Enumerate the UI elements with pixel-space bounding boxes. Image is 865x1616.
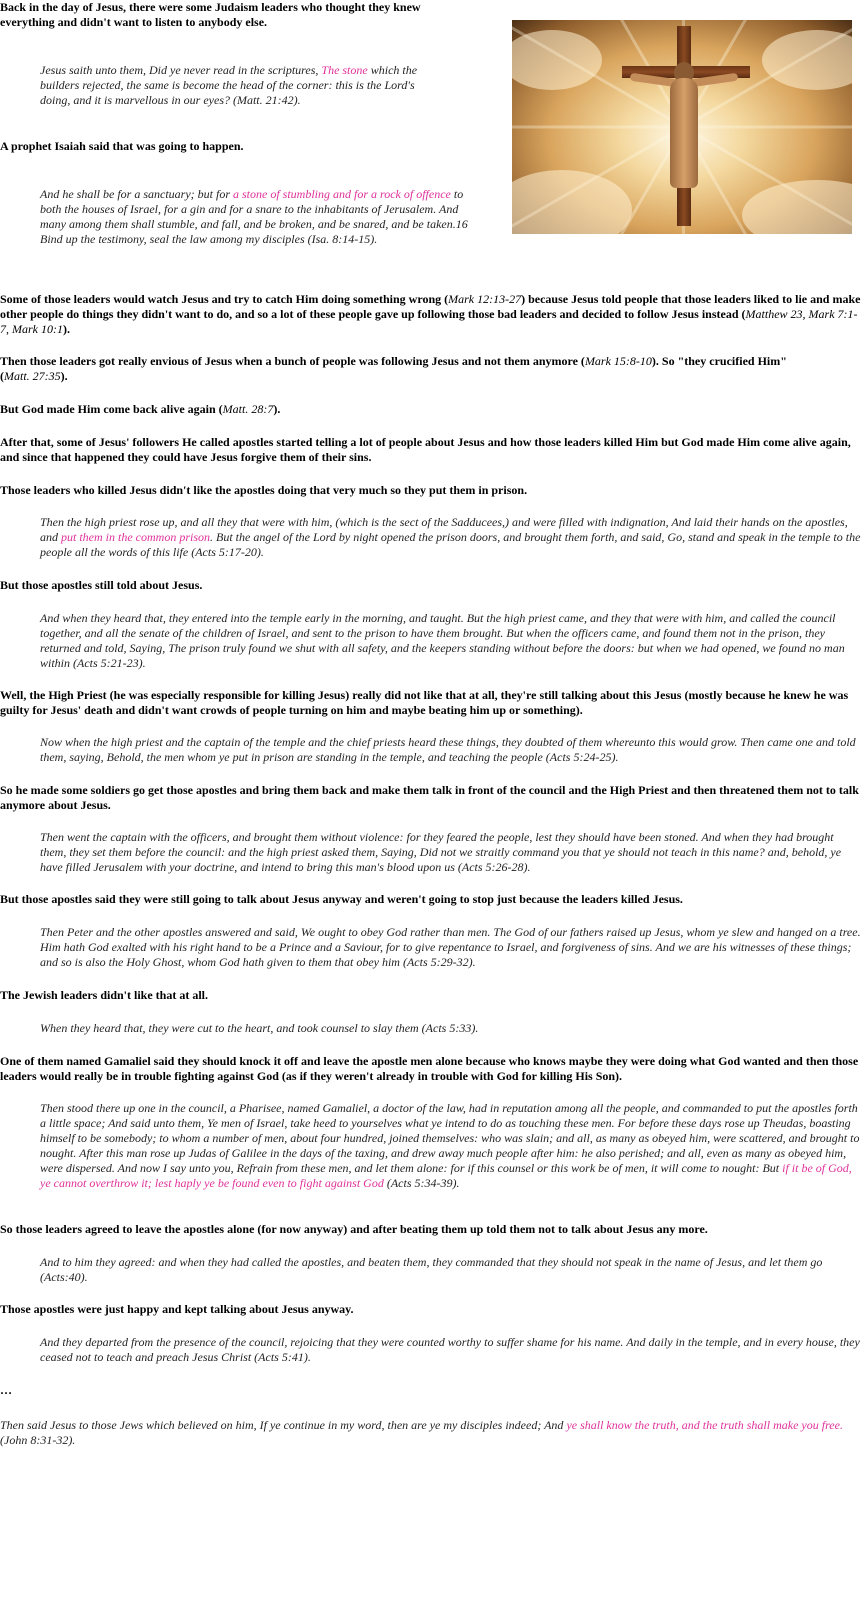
quote-acts-5-21: And when they heard that, they entered into the temple early in the morning, and taught. But the high priest came, and they that were with him, and called the council together, and all the senate of the children of Israel, and sent to the prison to have them brought. But when the officers came, and found them not in the prison, they returned and told, Saying, The prison truly found we shut with all safety, and the keepers standing without before the doors: but when we had opened, we found no man within (Acts 5:21-23). [40, 611, 845, 670]
highlight-the-stone: The stone [321, 63, 368, 77]
quote-acts-5-34: Then stood there up one in the council, a Pharisee, named Gamaliel, a doctor of the law, had in reputation among all the people, and commanded to put the apostles forth a little space; And said unto them, Ye men of Israel, take heed to yourselves what ye intend to do as touching these men. For before these days rose up Theudas, boasting himself to be somebody; to whom a number of men, about four hundred, joined themselves: who was slain; and all, as many as obeyed him, were scattered, and brought to nought. After this man rose up Judas of Galilee in the days of the taxing, and drew away much people after him: he also perished; and all, even as many as obeyed him, were dispersed. And now I say unto you, Refrain from these men, and let them alone: for if this counsel or this work be of men, it will come to nought: But if it be of God, ye cannot overthrow it; lest haply ye be found even to fight against God (Acts 5:34-39). [40, 1101, 860, 1190]
quote-acts-5-29: Then Peter and the other apostles answered and said, We ought to obey God rather than men. The God of our fathers raised up Jesus, whom ye slew and hanged on a tree. Him hath God exalted with his right hand to be a Prince and a Saviour, for to give repentance to Israel, and forgiveness of sins. And we are his witnesses of these things; and so is also the Holy Ghost, whom God hath given to them that obey him (Acts 5:29-32). [40, 925, 861, 969]
quote-acts-5-26: Then went the captain with the officers, and brought them without violence: for they feared the people, lest they should have been stoned. And when they had brought them, they set them before the council: and the high priest asked them, Saying, Did not we straitly command you that ye should not teach in this name? and, behold, ye have filled Jerusalem with your doctrine, and intend to bring this man's blood upon us (Acts 5:26-28). [40, 830, 842, 874]
paragraph-isaiah: A prophet Isaiah said that was going to happen. [0, 139, 244, 153]
quote-acts-5-24: Now when the high priest and the captain of the temple and the chief priests heard these things, they doubted of them whereunto this would grow. Then came one and told them, saying, Behold, the men whom ye put in prison are standing in the temple, and teaching the people (Acts 5:24-25). [40, 735, 856, 764]
paragraph-jewish-leaders: The Jewish leaders didn't like that at all. [0, 988, 209, 1002]
paragraph-gamaliel: One of them named Gamaliel said they should knock it off and leave the apostle men alone because who knows maybe they were doing what God wanted and then those leaders would really be in trouble fighting against God (as if they weren't already in trouble with God for killing His Son). [0, 1054, 859, 1083]
intro-paragraph: Back in the day of Jesus, there were some Judaism leaders who thought they knew everything and didn't want to listen to anybody else. [0, 0, 421, 29]
paragraph-soldiers: So he made some soldiers go get those apostles and bring them back and make them talk in front of the council and the High Priest and then threatened them not to talk anymore about Jesus. [0, 783, 859, 812]
paragraph-happy: Those apostles were just happy and kept talking about Jesus anyway. [0, 1302, 354, 1316]
paragraph-prison: Those leaders who killed Jesus didn't like the apostles doing that very much so they put them in prison. [0, 483, 528, 497]
paragraph-still-told: But those apostles still told about Jesus. [0, 578, 203, 592]
paragraph-agreed: So those leaders agreed to leave the apostles alone (for now anyway) and after beating them up told them not to talk about Jesus any more. [0, 1222, 708, 1236]
ellipsis: … [0, 1383, 12, 1397]
quote-matt-21-42: Jesus saith unto them, Did ye never read in the scriptures, The stone which the builders rejected, the same is become the head of the corner: this is the Lord's doing, and it is marvellous in our eyes? (Matt. 21:42). [40, 63, 418, 107]
quote-john-8-31: Then said Jesus to those Jews which believed on him, If ye continue in my word, then are ye my disciples indeed; And ye shall know the truth, and the truth shall make you free. (John 8:31-32). [0, 1418, 843, 1447]
paragraph-envious: Then those leaders got really envious of Jesus when a bunch of people was following Jesus and not them anymore (Mark 15:8-10). So "they crucified Him" (Matt. 27:35). [0, 354, 787, 383]
quote-acts-5-41: And they departed from the presence of the council, rejoicing that they were counted worthy to suffer shame for his name. And daily in the temple, and in every house, they ceased not to teach and preach Jesus Christ (Acts 5:41). [40, 1335, 860, 1364]
quote-isa-8-14: And he shall be for a sanctuary; but for a stone of stumbling and for a rock of offence to both the houses of Israel, for a gin and for a snare to the inhabitants of Jerusalem. And many among them shall stumble, and fall, and be broken, and be snared, and be taken.16 Bind up the testimony, seal the law among my disciples (Isa. 8:14-15). [40, 187, 468, 246]
quote-acts-40: And to him they agreed: and when they had called the apostles, and beaten them, they commanded that they should not speak in the name of Jesus, and let them go (Acts:40). [40, 1255, 823, 1284]
quote-acts-5-33: When they heard that, they were cut to the heart, and took counsel to slay them (Acts 5:33). [40, 1021, 479, 1035]
paragraph-alive-again: But God made Him come back alive again (Matt. 28:7). [0, 402, 281, 416]
paragraph-high-priest: Well, the High Priest (he was especially responsible for killing Jesus) really did not like that at all, they're still talking about this Jesus (mostly because he knew he was guilty for Jesus' death and didn't want crowds of people turning on him and maybe beating him up or something). [0, 688, 849, 717]
paragraph-talk-anyway: But those apostles said they were still going to talk about Jesus anyway and weren't going to stop just because the leaders killed Jesus. [0, 892, 683, 906]
quote-acts-5-17: Then the high priest rose up, and all they that were with him, (which is the sect of the Sadducees,) and were filled with indignation, And laid their hands on the apostles, and put them in the common prison. But the angel of the Lord by night opened the prison doors, and brought them forth, and said, Go, stand and speak in the temple to the people all the words of this life (Acts 5:17-20). [40, 515, 861, 559]
paragraph-watch-jesus: Some of those leaders would watch Jesus and try to catch Him doing something wrong (Mark 12:13-27) because Jesus told people that those leaders liked to lie and make other people do things they didn't want to do, and so a lot of these people gave up following those bad leaders and decided to follow Jesus instead (Matthew 23, Mark 7:1-7, Mark 10:1). [0, 292, 861, 336]
paragraph-apostles: After that, some of Jesus' followers He called apostles started telling a lot of people about Jesus and how those leaders killed Him but God made Him come alive again, and since that happened they could have Jesus forgive them of their sins. [0, 435, 851, 464]
